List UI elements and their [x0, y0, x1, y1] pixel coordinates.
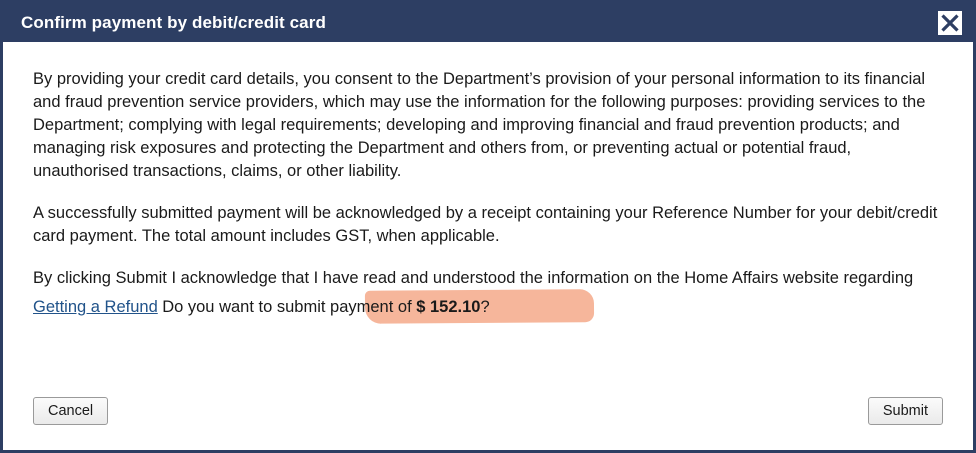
payment-question: [162, 296, 489, 319]
payment-amount: $ 152.10: [416, 298, 481, 316]
dialog-title: Confirm payment by debit/credit card: [21, 12, 326, 32]
question-suffix: ?: [480, 298, 490, 316]
acknowledge-paragraph: By clicking Submit I acknowledge that I have read and understood the information on the Home Affairs website regarding: [33, 269, 914, 287]
getting-a-refund-link[interactable]: Getting a Refund: [33, 298, 158, 316]
dialog-footer: [3, 372, 973, 450]
submit-button[interactable]: Submit: [868, 397, 943, 425]
consent-paragraph: By providing your credit card details, you consent to the Department’s provision of your personal information to its financial and fraud prevention service providers, which may use the information for the following purposes: providing services to the Department; complying with legal requirements; developing and improving financial and fraud prevention products; and managing risk exposures and protecting the Department and others from, or preventing actual or potential fraud, unauthorised transactions, claims, or other liability.: [33, 70, 926, 180]
close-icon[interactable]: [937, 10, 963, 36]
dialog-body: [3, 42, 973, 372]
cancel-button[interactable]: Cancel: [33, 397, 108, 425]
dialog-header: [3, 3, 973, 42]
receipt-paragraph: A successfully submitted payment will be acknowledged by a receipt containing your Reference Number for your debit/credit card payment. The total amount includes GST, when applicable.: [33, 204, 938, 245]
question-prefix: Do you want to submit payment of: [162, 298, 417, 316]
